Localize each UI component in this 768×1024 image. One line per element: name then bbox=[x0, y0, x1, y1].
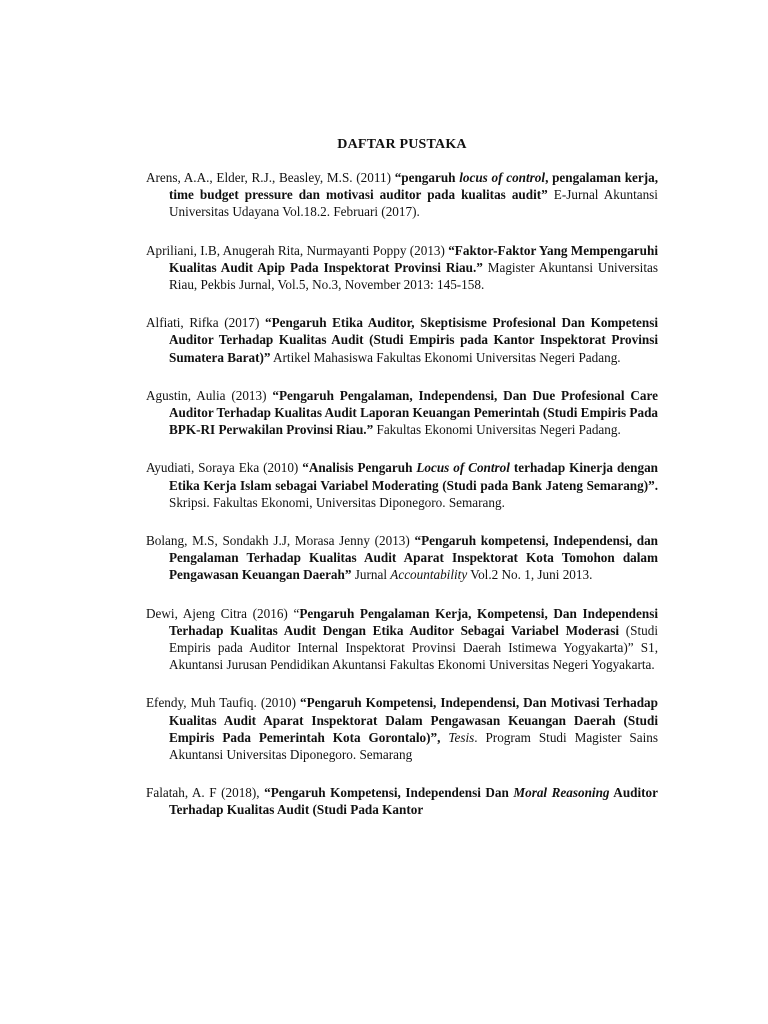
reference-entry bbox=[146, 532, 658, 584]
reference-entry bbox=[146, 242, 658, 294]
reference-segment: Tesis bbox=[448, 729, 475, 745]
reference-segment: Agustin, Aulia (2013) bbox=[146, 387, 273, 403]
reference-segment: “Analisis Pengaruh bbox=[302, 460, 417, 476]
reference-segment: Vol.2 No. 1, Juni 2013. bbox=[467, 567, 593, 583]
reference-segment: Skripsi. Fakultas Ekonomi, Universitas Diponegoro. Semarang. bbox=[169, 494, 505, 510]
reference-entry bbox=[146, 387, 658, 439]
reference-segment: locus of control bbox=[459, 170, 546, 185]
reference-segment: “Pengaruh Etika Auditor, Skeptisisme Profesional Dan Kompetensi Auditor Terhadap Kualitas Audit (Studi Empiris pada Kantor Inspektorat Provinsi Sumatera Barat)” bbox=[169, 315, 658, 365]
page-title: DAFTAR PUSTAKA bbox=[337, 137, 467, 152]
reference-segment: Artikel Mahasiswa Fakultas Ekonomi Universitas Negeri Padang. bbox=[270, 349, 621, 365]
reference-entry bbox=[146, 605, 658, 674]
reference-segment: terhadap Kinerja dengan Etika Kerja Islam sebagai Variabel Moderating (Studi pada Bank Jateng Semarang)”. bbox=[169, 460, 658, 493]
reference-segment: Apriliani, I.B, Anugerah Rita, Nurmayanti Poppy (2013) bbox=[146, 242, 449, 258]
reference-entry bbox=[146, 784, 658, 818]
reference-entry bbox=[146, 314, 658, 366]
reference-segment: Alfiati, Rifka (2017) bbox=[146, 315, 265, 331]
reference-segment: Fakultas Ekonomi Universitas Negeri Padang. bbox=[373, 422, 621, 438]
reference-list bbox=[146, 169, 658, 819]
reference-segment: Auditor Terhadap Kualitas Audit (Studi Pada Kantor bbox=[169, 785, 659, 818]
reference-entry bbox=[146, 459, 658, 511]
reference-segment: Arens, A.A., Elder, R.J., Beasley, M.S. (2011) bbox=[146, 170, 395, 185]
reference-segment: Bolang, M.S, Sondakh J.J, Morasa Jenny (2013) bbox=[146, 533, 415, 549]
reference-segment: Pengaruh Pengalaman Kerja, Kompetensi, Dan Independensi Terhadap Kualitas Audit Dengan Etika Auditor Sebagai Variabel Moderasi bbox=[169, 605, 658, 638]
reference-segment: Dewi, Ajeng Citra (2016) “ bbox=[146, 605, 300, 621]
reference-entry bbox=[146, 694, 658, 763]
reference-segment: “Pengaruh Pengalaman, Independensi, Dan Due Profesional Care Auditor Terhadap Kualitas Audit Laporan Keuangan Pemerintah (Studi Empiris Pada BPK-RI Perwakilan Provinsi Riau.” bbox=[169, 387, 658, 438]
reference-segment: Locus of Control bbox=[416, 460, 510, 476]
reference-segment: “Faktor-Faktor Yang Mempengaruhi Kualitas Audit Apip Pada Inspektorat Provinsi Riau.” bbox=[169, 242, 658, 275]
reference-segment: E-Jurnal Akuntansi Universitas Udayana Vol.18.2. Februari (2017). bbox=[169, 187, 658, 220]
reference-segment: “Pengaruh kompetensi, Independensi, dan Pengalaman Terhadap Kualitas Audit Aparat Inspektorat Kota Tomohon dalam Pengawasan Keuangan Daerah” bbox=[169, 533, 658, 583]
reference-segment: “Pengaruh Kompetensi, Independensi, Dan Motivasi Terhadap Kualitas Audit Aparat Inspektorat Dalam Pengawasan Keuangan Daerah (Studi Empiris Pada Pemerintah Kota Gorontalo)”, bbox=[169, 695, 658, 745]
reference-segment: “Pengaruh Kompetensi, Independensi Dan bbox=[264, 785, 514, 801]
reference-segment: Moral Reasoning bbox=[513, 785, 610, 801]
reference-segment: Efendy, Muh Taufiq. (2010) bbox=[146, 695, 301, 711]
reference-segment: Magister Akuntansi Universitas Riau, Pekbis Jurnal, Vol.5, No.3, November 2013: 145-158. bbox=[169, 259, 658, 293]
reference-segment: . Program Studi Magister Sains Akuntansi Universitas Diponegoro. Semarang bbox=[169, 729, 658, 763]
reference-segment: , pengalaman kerja, time budget pressure dan motivasi auditor pada kualitas audit” bbox=[169, 170, 659, 203]
reference-segment: (Studi Empiris pada Auditor Internal Inspektorat Provinsi Daerah Istimewa Yogyakarta)” S1, Akuntansi Jurusan Pendidikan Akuntansi Fakultas Ekonomi Universitas Negeri Yogyakarta. bbox=[169, 622, 658, 673]
reference-segment: Accountability bbox=[390, 567, 468, 583]
reference-segment: Jurnal bbox=[351, 567, 391, 583]
reference-segment: Falatah, A. F (2018), bbox=[146, 785, 265, 801]
reference-segment: “pengaruh bbox=[394, 170, 460, 185]
reference-segment: Ayudiati, Soraya Eka (2010) bbox=[146, 460, 303, 476]
reference-entry bbox=[146, 169, 658, 221]
